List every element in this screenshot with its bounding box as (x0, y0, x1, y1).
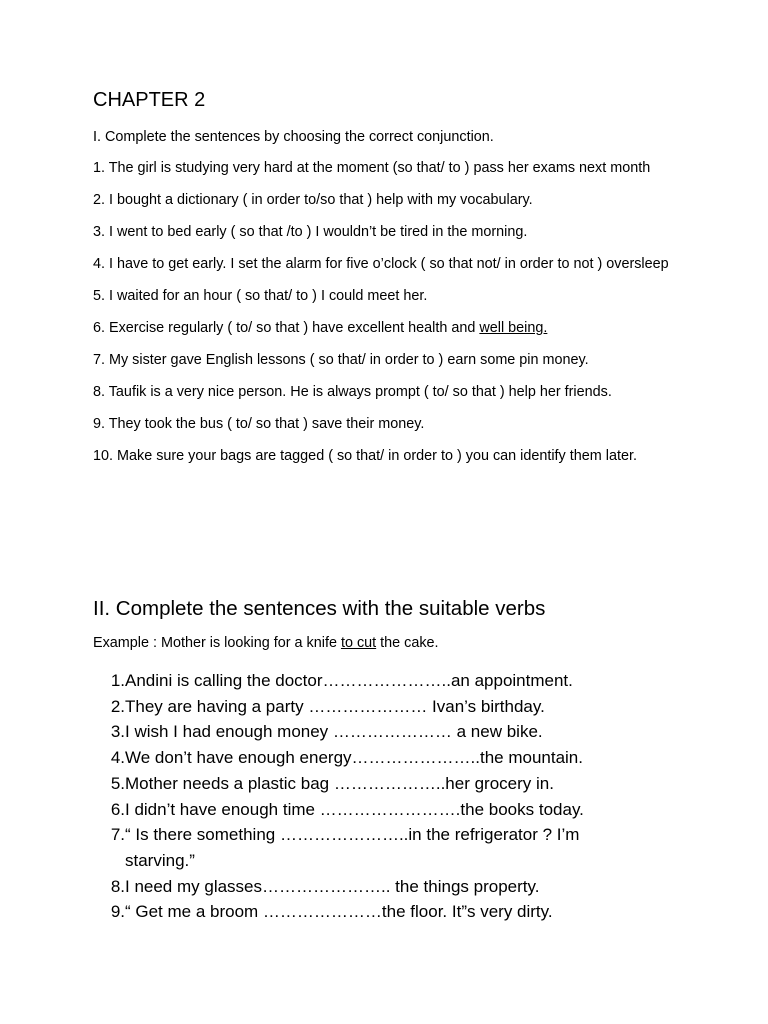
verb-list (93, 668, 653, 925)
conjunction-item-10: 10. Make sure your bags are tagged ( so that/ in order to ) you can identify them later. (93, 448, 637, 464)
verb-item (93, 822, 653, 873)
verb-item (93, 668, 653, 694)
conjunction-item-6-underlined: well being. (479, 320, 548, 336)
conjunction-item-3: 3. I went to bed early ( so that /to ) I wouldn’t be tired in the morning. (93, 224, 528, 240)
conjunction-item-2: 2. I bought a dictionary ( in order to/so that ) help with my vocabulary. (93, 192, 533, 208)
verb-item-number: 7. (110, 825, 125, 845)
conjunction-item-6-text: 6. Exercise regularly ( to/ so that ) have excellent health and (93, 320, 480, 336)
conjunction-item-6 (93, 317, 673, 340)
conjunction-item-4: 4. I have to get early. I set the alarm for five o’clock ( so that not/ in order to not ) oversleep (93, 256, 669, 272)
section-1 (93, 126, 673, 477)
verb-item-number: 8. (110, 876, 125, 896)
example-underlined: to cut (340, 635, 377, 651)
conjunction-item-5: 5. I waited for an hour ( so that/ to ) I could meet her. (93, 288, 428, 304)
verb-item (93, 874, 653, 900)
verb-item (93, 719, 653, 745)
conjunction-item-7: 7. My sister gave English lessons ( so that/ in order to ) earn some pin money. (93, 352, 589, 368)
verb-item (93, 899, 653, 925)
verb-item-number: 9. (110, 902, 125, 922)
conjunction-item-8: 8. Taufik is a very nice person. He is always prompt ( to/ so that ) help her friends. (93, 384, 612, 400)
verb-item-text: Mother needs a plastic bag ………………..her grocery in. (125, 773, 554, 793)
verb-item-number: 1. (110, 671, 125, 690)
verb-item (93, 771, 653, 797)
section-2-example (93, 635, 439, 651)
section-1-instruction: I. Complete the sentences by choosing the correct conjunction. (93, 129, 494, 145)
verb-item-number: 3. (110, 722, 125, 742)
verb-item-text: We don’t have enough energy…………………..the mountain. (125, 748, 583, 768)
verb-item-text: “ Is there something …………………..in the refrigerator ? I’m starving.” (125, 825, 580, 870)
verb-item (93, 745, 653, 771)
chapter-title: CHAPTER 2 (93, 89, 206, 111)
verb-item-number: 5. (110, 773, 125, 793)
verb-item-text: “ Get me a broom …………………the floor. It”s very dirty. (125, 902, 553, 922)
verb-item-text: I wish I had enough money ………………… a new bike. (125, 722, 543, 742)
conjunction-item-9: 9. They took the bus ( to/ so that ) save their money. (93, 416, 425, 432)
verb-item (93, 694, 653, 720)
verb-item-number: 2. (110, 696, 125, 716)
verb-item-text: I didn’t have enough time …………………….the books today. (125, 799, 584, 819)
example-prefix: Example : Mother is looking for a knife (93, 635, 341, 651)
verb-item-number: 4. (110, 748, 125, 768)
verb-item-number: 6. (110, 799, 125, 819)
section-2-title: II. Complete the sentences with the suitable verbs (93, 597, 546, 620)
example-suffix: the cake. (376, 635, 439, 651)
conjunction-item-1: 1. The girl is studying very hard at the moment (so that/ to ) pass her exams next month (93, 160, 651, 176)
verb-item-text: I need my glasses………………….. the things property. (125, 876, 540, 896)
verb-item (93, 797, 653, 823)
verb-item-text: Andini is calling the doctor…………………..an appointment. (125, 671, 573, 690)
verb-item-text: They are having a party ………………… Ivan’s birthday. (125, 696, 545, 716)
